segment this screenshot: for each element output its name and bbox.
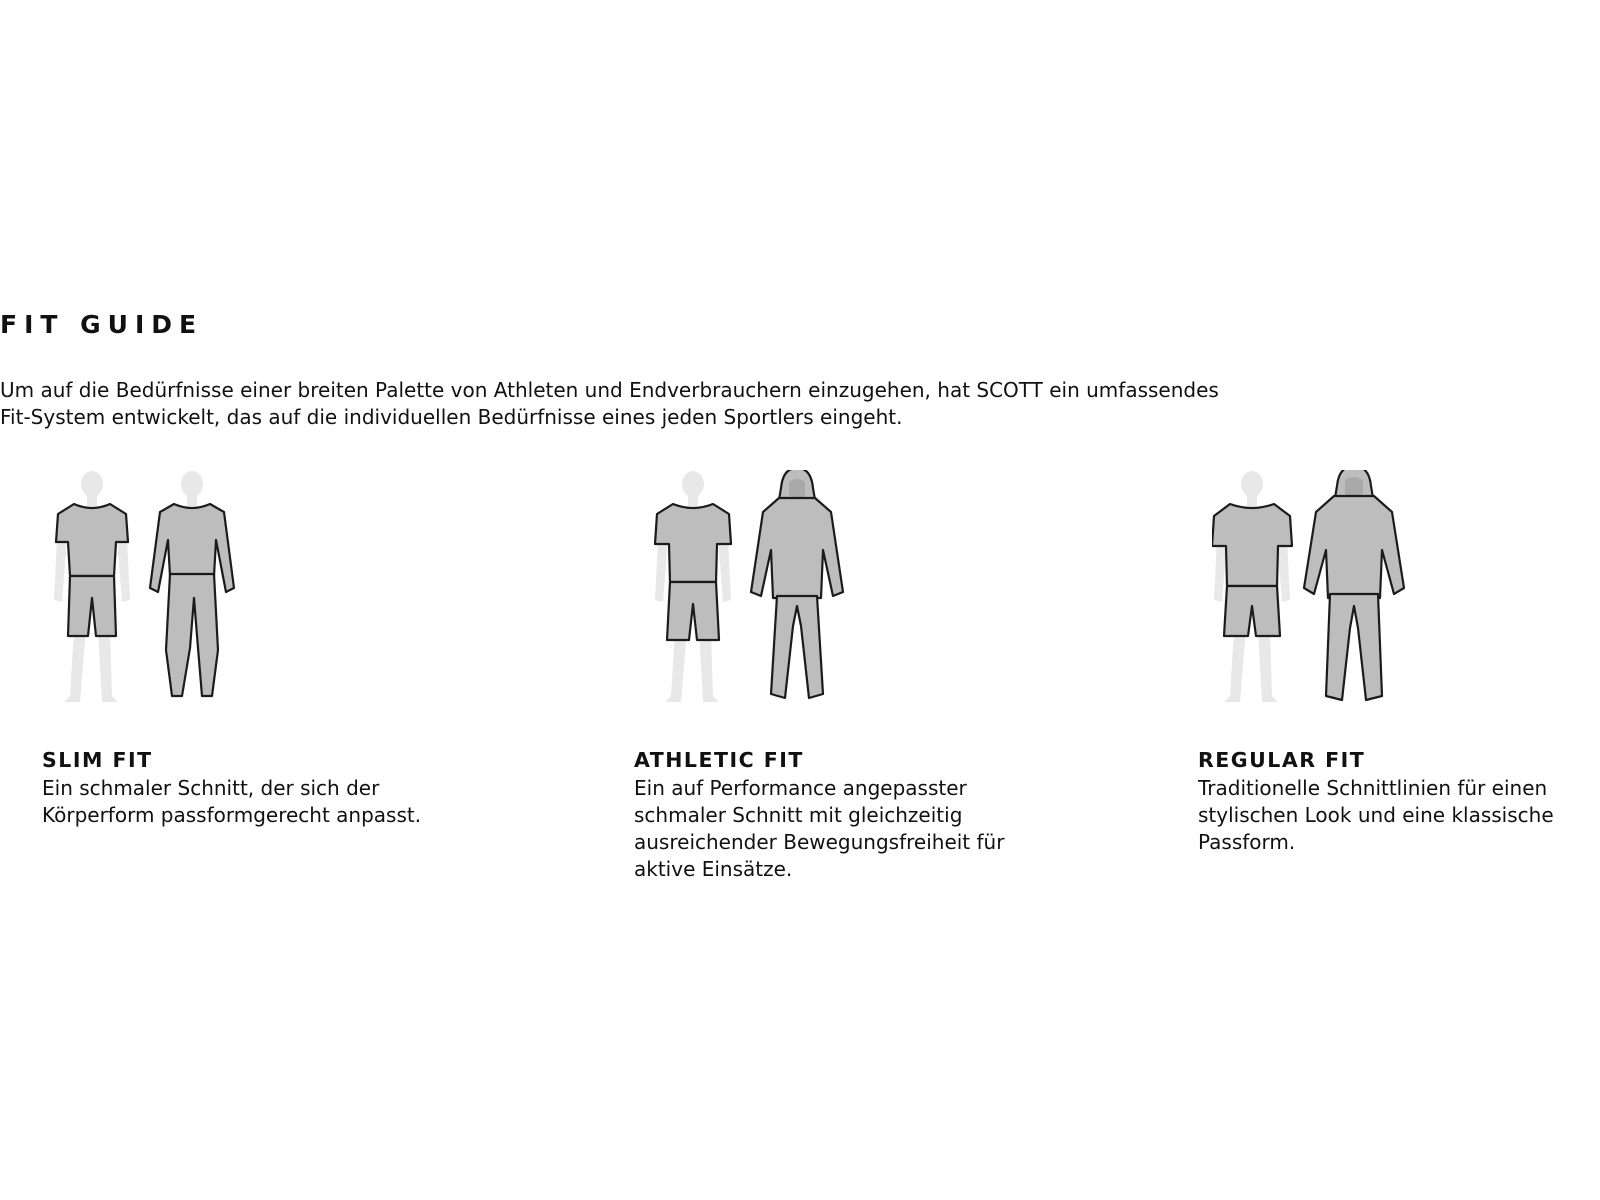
fit-card-athletic xyxy=(634,470,1005,881)
intro-line: Um auf die Bedürfnisse einer breiten Palette von Athleten und Endverbrauchern einzugehen, hat SCOTT ein umfassendes xyxy=(0,378,1219,402)
fit-name: SLIM FIT xyxy=(42,748,153,772)
figure-tshirt-shorts-icon xyxy=(655,471,731,702)
figure-longsleeve-tights-icon xyxy=(150,471,234,696)
regular-fit-illustration xyxy=(1212,470,1432,710)
figure-tshirt-shorts-icon xyxy=(1212,471,1292,702)
fit-description-line: Körperform passformgerecht anpasst. xyxy=(42,803,422,827)
fit-description-line: Ein schmaler Schnitt, der sich der xyxy=(42,776,380,800)
intro-line: Fit-System entwickelt, das auf die individuellen Bedürfnisse eines jeden Sportlers eingeht. xyxy=(0,405,903,429)
fit-description-line: ausreichender Bewegungsfreiheit für xyxy=(634,830,1005,854)
fit-name: REGULAR FIT xyxy=(1198,748,1366,772)
fit-card-slim xyxy=(42,470,422,827)
fit-description-line: aktive Einsätze. xyxy=(634,857,793,881)
fit-description xyxy=(42,775,421,829)
fit-name: ATHLETIC FIT xyxy=(634,748,804,772)
fit-description xyxy=(634,775,1004,883)
page-title: FIT GUIDE xyxy=(0,310,204,339)
fit-card-regular xyxy=(1198,470,1554,854)
athletic-fit-illustration xyxy=(647,470,867,710)
fit-description-line: stylischen Look und eine klassische xyxy=(1198,803,1554,827)
intro-paragraph xyxy=(0,377,1400,431)
figure-tshirt-shorts-icon xyxy=(54,471,130,702)
fit-description-line: schmaler Schnitt mit gleichzeitig xyxy=(634,803,963,827)
fit-description-line: Traditionelle Schnittlinien für einen xyxy=(1198,776,1548,800)
slim-fit-illustration xyxy=(42,470,262,710)
fit-description-line: Ein auf Performance angepasster xyxy=(634,776,967,800)
figure-hooded-jacket-pants-icon xyxy=(751,470,843,698)
figure-hooded-jacket-pants-icon xyxy=(1304,470,1404,700)
fit-description-line: Passform. xyxy=(1198,830,1296,854)
fit-description xyxy=(1198,775,1554,856)
